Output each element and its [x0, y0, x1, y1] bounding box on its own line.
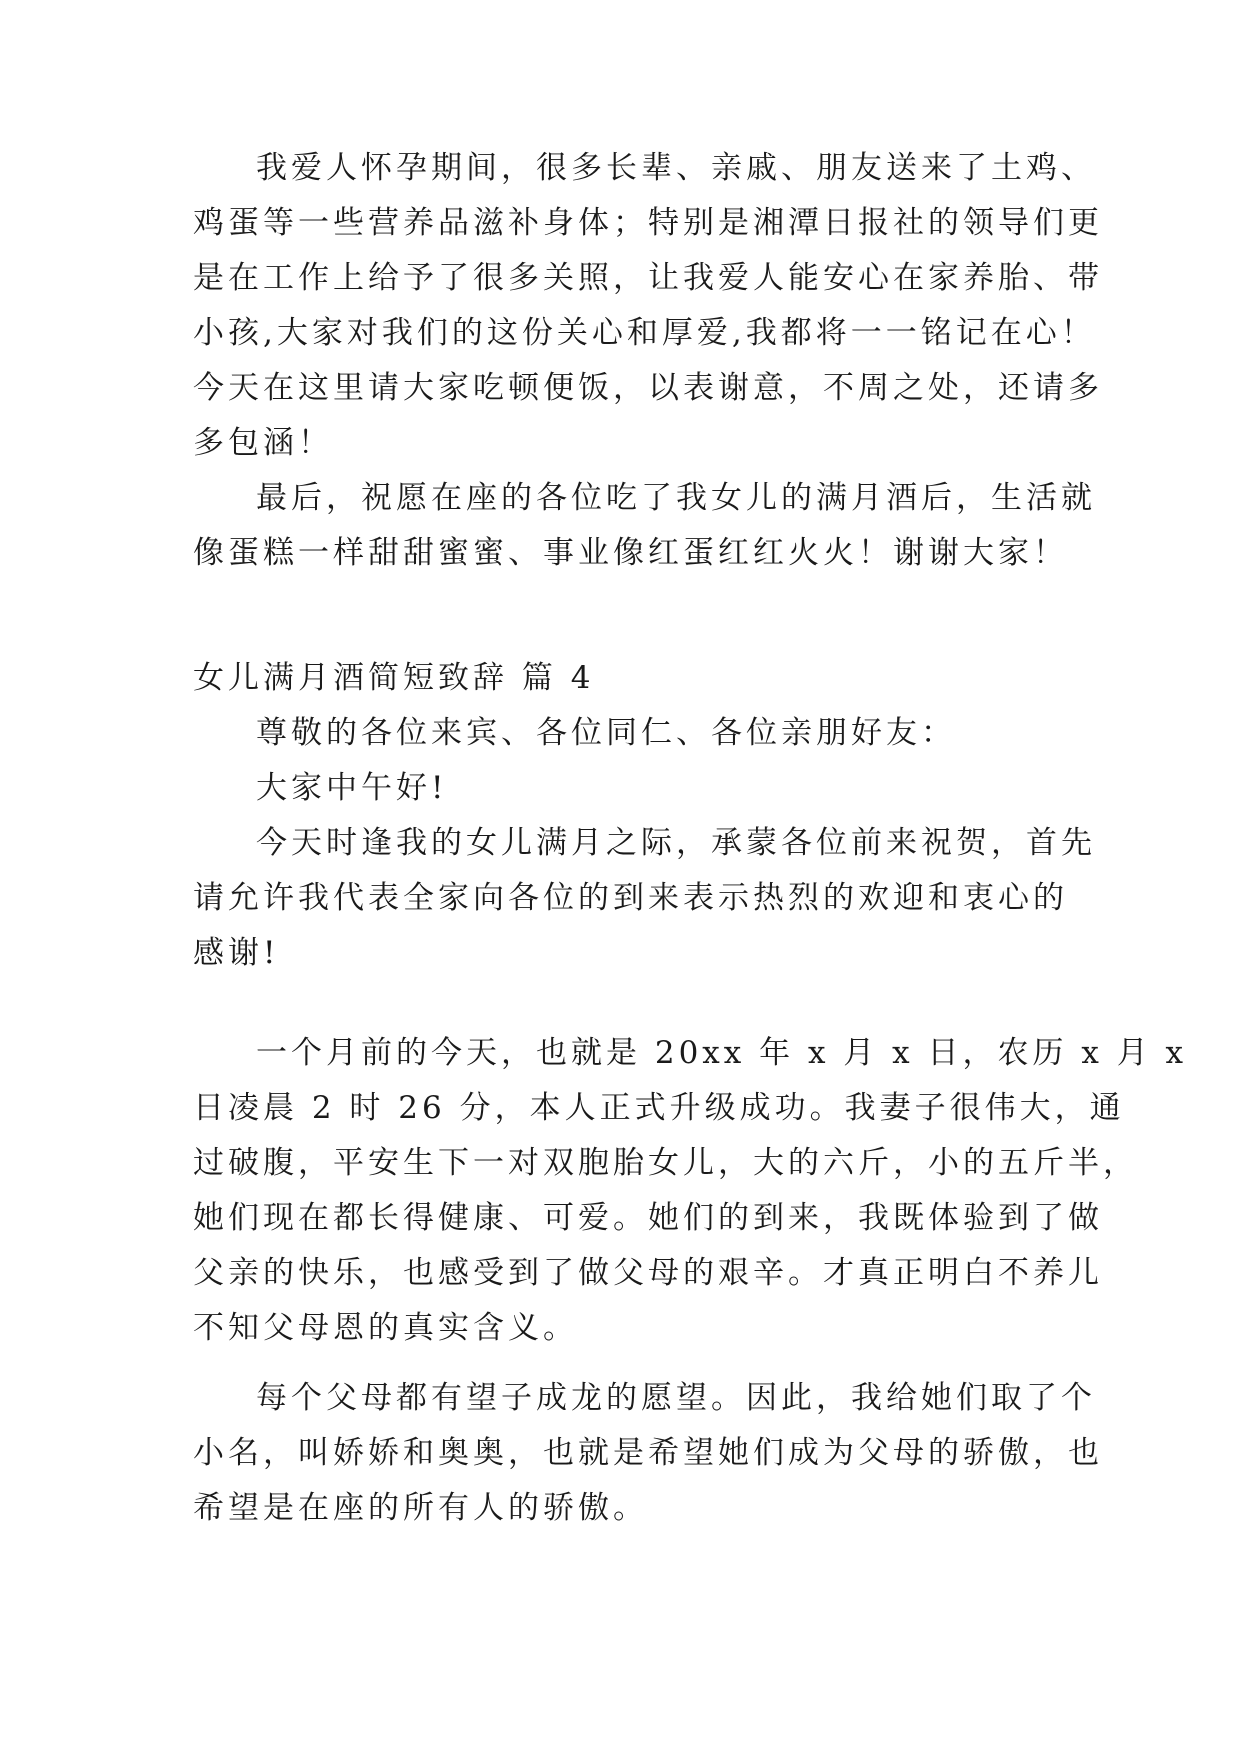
text-line: 是在工作上给予了很多关照，让我爱人能安心在家养胎、带 — [193, 260, 1103, 296]
text-line: 每个父母都有望子成龙的愿望。因此，我给她们取了个 — [256, 1380, 1096, 1416]
text-line: 请允许我代表全家向各位的到来表示热烈的欢迎和衷心的 — [193, 880, 1068, 916]
text-line: 希望是在座的所有人的骄傲。 — [193, 1490, 648, 1526]
text-line: 父亲的快乐，也感受到了做父母的艰辛。才真正明白不养儿 — [193, 1255, 1103, 1291]
text-line: 过破腹，平安生下一对双胞胎女儿，大的六斤，小的五斤半， — [193, 1145, 1138, 1181]
section-heading: 女儿满月酒简短致辞 篇 4 — [193, 660, 595, 696]
text-line: 不知父母恩的真实含义。 — [193, 1310, 578, 1346]
text-line: 日凌晨 2 时 26 分，本人正式升级成功。我妻子很伟大，通 — [193, 1090, 1125, 1126]
text-line: 今天时逢我的女儿满月之际，承蒙各位前来祝贺，首先 — [256, 825, 1096, 861]
text-line: 像蛋糕一样甜甜蜜蜜、事业像红蛋红红火火！谢谢大家！ — [193, 535, 1068, 571]
text-line: 鸡蛋等一些营养品滋补身体；特别是湘潭日报社的领导们更 — [193, 205, 1103, 241]
text-line: 大家中午好! — [256, 770, 448, 806]
text-line: 多包涵！ — [193, 425, 333, 461]
text-line: 尊敬的各位来宾、各位同仁、各位亲朋好友： — [256, 715, 956, 751]
text-line: 我爱人怀孕期间，很多长辈、亲戚、朋友送来了土鸡、 — [256, 150, 1096, 186]
text-line: 一个月前的今天，也就是 20xx 年 x 月 x 日，农历 x 月 x — [256, 1035, 1188, 1071]
text-line: 小名，叫娇娇和奥奥，也就是希望她们成为父母的骄傲，也 — [193, 1435, 1103, 1471]
text-line: 最后，祝愿在座的各位吃了我女儿的满月酒后，生活就 — [256, 480, 1096, 516]
text-line: 她们现在都长得健康、可爱。她们的到来，我既体验到了做 — [193, 1200, 1103, 1236]
text-line: 今天在这里请大家吃顿便饭，以表谢意，不周之处，还请多 — [193, 370, 1103, 406]
text-line: 感谢! — [193, 935, 280, 971]
text-line: 小孩,大家对我们的这份关心和厚爱,我都将一一铭记在心！ — [193, 315, 1096, 351]
